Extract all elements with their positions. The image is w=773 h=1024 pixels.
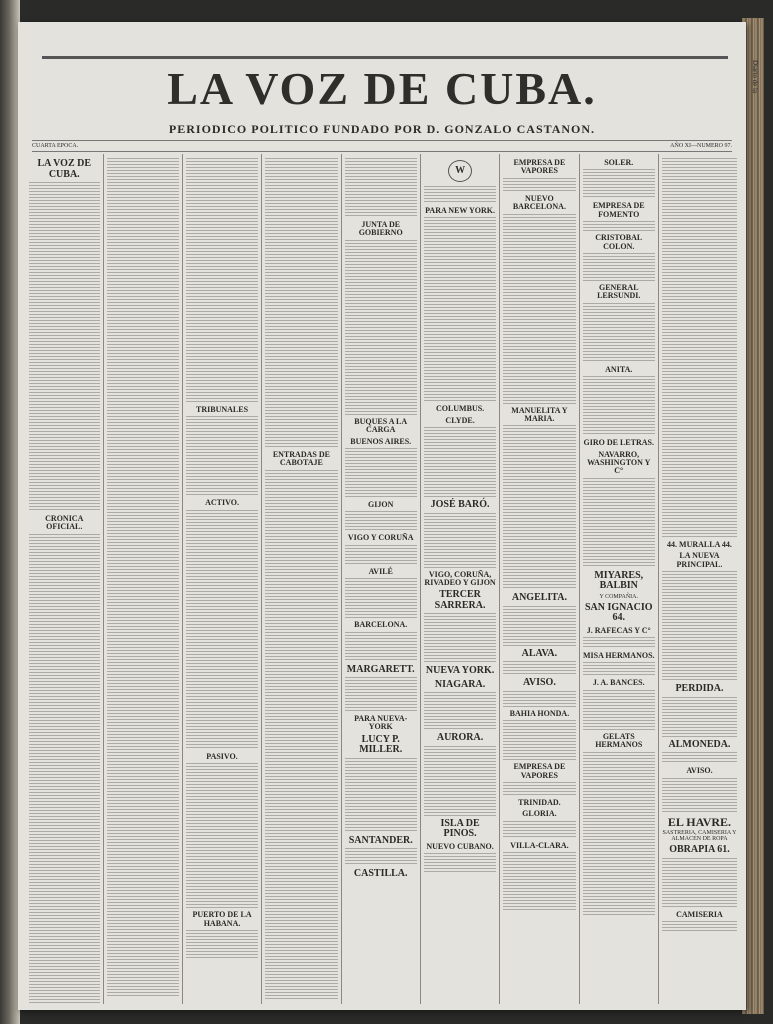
text-block	[503, 606, 575, 646]
text-block	[424, 427, 496, 497]
column-heading: VIGO Y CORUÑA	[347, 533, 414, 543]
text-block	[503, 782, 575, 796]
text-block	[265, 470, 337, 1000]
column-heading: SOLER.	[604, 158, 634, 167]
column-heading: PERDIDA.	[675, 683, 724, 695]
column-heading: ALAVA.	[521, 647, 558, 659]
text-block	[583, 376, 655, 436]
column-heading: NUEVO CUBANO.	[426, 841, 494, 851]
column-heading: SANTANDER.	[348, 834, 413, 846]
text-block	[503, 720, 575, 760]
column-heading: JOSÉ BARÓ.	[430, 499, 490, 511]
column-heading: BARCELONA.	[354, 620, 408, 630]
text-block	[424, 853, 496, 873]
column-heading: NAVARRO, WASHINGTON Y C°	[587, 449, 651, 476]
column-heading: PASIVO.	[206, 751, 238, 761]
column-heading: MANUELITA Y MARIA.	[511, 405, 568, 423]
text-block	[345, 511, 417, 531]
column-heading: J. RAFECAS Y C°	[586, 625, 651, 635]
text-block	[186, 158, 258, 403]
column-heading: EL HAVRE.	[667, 814, 732, 829]
column-4	[262, 154, 341, 1004]
column-heading: VILLA-CLARA.	[510, 840, 569, 850]
text-block	[503, 214, 575, 404]
book-binding	[0, 0, 20, 1024]
column-heading: MISA HERMANOS.	[582, 651, 655, 661]
column-heading: SAN IGNACIO 64.	[584, 601, 653, 624]
text-block	[345, 448, 417, 498]
column-heading: ENTRADAS DE CABOTAJE	[272, 450, 330, 468]
text-block	[503, 821, 575, 839]
text-block	[662, 571, 737, 681]
column-heading: ALMONEDA.	[668, 738, 731, 750]
text-block	[662, 921, 737, 931]
column-heading: PARA NEW YORK.	[425, 206, 495, 215]
text-block	[662, 158, 737, 538]
text-block	[503, 178, 575, 192]
text-block	[583, 169, 655, 199]
column-8	[580, 154, 659, 1004]
text-block	[345, 677, 417, 712]
column-heading: GELATS HERMANOS	[595, 731, 643, 750]
column-heading: JUNTA DE GOBIERNO	[358, 220, 403, 238]
text-block	[186, 510, 258, 750]
text-block	[424, 186, 496, 204]
text-block	[107, 158, 179, 998]
flag-emblem: W	[448, 160, 472, 182]
column-heading: GLORIA.	[522, 809, 557, 819]
text-block	[662, 778, 737, 813]
edge-text: Diario de la	[751, 60, 759, 94]
column-3	[183, 154, 262, 1004]
text-block	[583, 752, 655, 917]
text-block	[29, 182, 100, 512]
column-5	[342, 154, 421, 1004]
column-heading: NUEVO BARCELONA.	[512, 193, 566, 212]
text-block	[662, 858, 737, 908]
column-heading: CRONICA OFICIAL.	[45, 514, 84, 532]
top-rule	[42, 56, 728, 59]
masthead-title: LA VOZ DE CUBA.	[167, 63, 597, 114]
column-heading: AURORA.	[436, 732, 484, 744]
text-block	[424, 217, 496, 402]
text-block	[583, 221, 655, 231]
text-block	[503, 852, 575, 912]
column-heading: LA VOZ DE CUBA.	[37, 158, 92, 180]
column-heading: GENERAL LERSUNDI.	[597, 282, 641, 301]
text-block	[424, 746, 496, 816]
column-heading: PUERTO DE LA HABANA.	[192, 910, 252, 928]
column-heading: 44. MURALLA 44.	[667, 540, 732, 549]
text-block	[583, 637, 655, 649]
text-block	[345, 848, 417, 866]
text-block	[29, 534, 100, 1004]
column-subheading: Y COMPAÑIA.	[599, 593, 639, 600]
text-block	[503, 691, 575, 707]
dateline-epoch: CUARTA EPOCA.	[32, 143, 79, 149]
column-heading: AVISO.	[686, 766, 713, 776]
column-heading: VIGO, CORUÑA, RIVADEO Y GIJON	[424, 569, 496, 588]
column-9	[659, 154, 740, 1004]
text-block	[345, 545, 417, 565]
column-heading: NUEVA YORK.	[425, 665, 495, 677]
text-block	[345, 632, 417, 662]
text-block	[662, 697, 737, 737]
column-heading: EMPRESA DE FOMENTO	[592, 201, 645, 219]
column-heading: GIRO DE LETRAS.	[583, 438, 654, 448]
column-heading: TRIBUNALES	[196, 405, 249, 414]
column-heading: EMPRESA DE VAPORES	[513, 762, 566, 780]
text-block	[503, 425, 575, 590]
column-heading: LA NUEVA PRINCIPAL.	[676, 551, 723, 569]
dateline	[32, 140, 732, 152]
column-heading: CASTILLA.	[353, 868, 408, 880]
text-block	[583, 478, 655, 568]
column-heading: ACTIVO.	[205, 498, 239, 508]
column-heading: CLYDE.	[445, 415, 475, 425]
text-block	[583, 303, 655, 363]
column-heading: OBRAPIA 61.	[669, 844, 730, 856]
column-1	[26, 154, 104, 1004]
column-heading: AVISO.	[522, 677, 556, 689]
column-heading: TERCER SARRERA.	[434, 589, 486, 611]
article-columns	[26, 154, 740, 1004]
text-block	[583, 253, 655, 281]
text-block	[662, 752, 737, 764]
newspaper-page	[18, 22, 746, 1010]
text-block	[345, 758, 417, 833]
dateline-number: AÑO XI—NUMERO 97.	[670, 143, 732, 149]
text-block	[345, 240, 417, 415]
text-block	[503, 661, 575, 675]
column-6	[421, 154, 500, 1004]
column-heading: TRINIDAD.	[518, 798, 561, 808]
column-heading: ANGELITA.	[511, 592, 567, 604]
column-7	[500, 154, 579, 1004]
column-heading: PARA NUEVA-YORK	[354, 714, 408, 732]
text-block	[345, 578, 417, 618]
text-block	[345, 158, 417, 218]
text-block	[186, 763, 258, 908]
column-heading: BUQUES A LA CARGA	[354, 416, 408, 435]
column-heading: J. A. BANCES.	[592, 678, 645, 688]
column-heading: MARGARETT.	[346, 663, 415, 675]
text-block	[186, 416, 258, 496]
column-heading: COLUMBUS.	[435, 404, 485, 414]
column-heading: CRISTOBAL COLON.	[595, 233, 643, 251]
text-block	[583, 690, 655, 730]
column-heading: MIYARES, BALBIN	[594, 569, 644, 592]
column-heading: NIAGARA.	[434, 678, 486, 690]
text-block	[583, 662, 655, 676]
column-heading: GIJON	[368, 499, 394, 509]
column-2	[104, 154, 183, 1004]
column-heading: ISLA DE PINOS.	[440, 817, 480, 840]
text-block	[424, 613, 496, 663]
masthead-subtitle: PERIODICO POLITICO FUNDADO POR D. GONZALO CASTANON.	[168, 122, 596, 136]
text-block	[186, 930, 258, 960]
column-heading: EMPRESA DE VAPORES	[513, 158, 566, 176]
text-block	[265, 158, 337, 448]
column-heading: BAHIA HONDA.	[509, 708, 570, 718]
column-heading: LUCY P. MILLER.	[359, 733, 403, 756]
column-subheading: SASTRERIA, CAMISERIA Y ALMACEN DE ROPA	[662, 830, 737, 843]
column-heading: BUENOS AIRES.	[350, 436, 412, 446]
column-heading: AVILÉ	[368, 566, 393, 576]
column-heading: ANITA.	[605, 364, 633, 374]
column-heading: CAMISERIA	[676, 909, 723, 919]
text-block	[424, 513, 496, 568]
text-block	[424, 692, 496, 730]
